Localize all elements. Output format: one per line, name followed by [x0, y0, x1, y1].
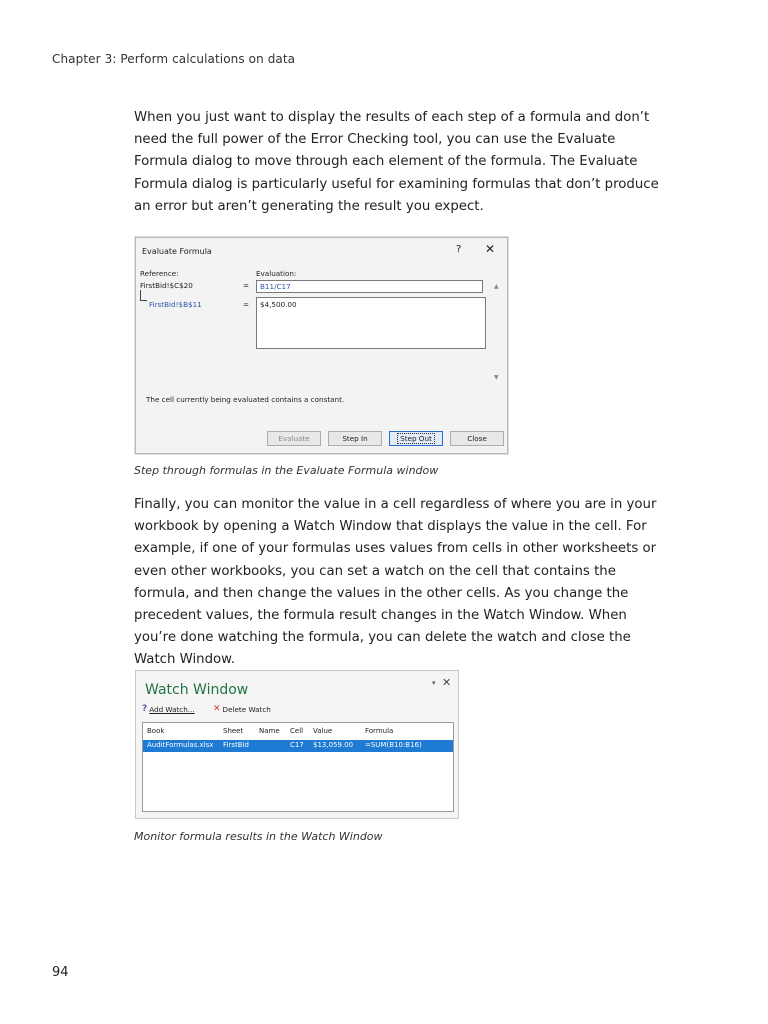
equals-sign-1: =: [243, 281, 250, 290]
close-icon[interactable]: ✕: [442, 676, 452, 689]
help-icon[interactable]: ?: [456, 244, 462, 255]
scroll-down-icon[interactable]: ▼: [494, 374, 499, 381]
cell-cell: C17: [290, 741, 304, 749]
figure-caption-watch: Monitor formula results in the Watch Window: [134, 830, 383, 843]
delete-watch-label: Delete Watch: [222, 704, 271, 714]
body-paragraph-watch: Finally, you can monitor the value in a cell regardless of where you are in your workbook by opening a Watch Window that displays the value in the cell. For example, if one of your formulas uses values from cells in other worksheets or even other workbooks, you can set a watch on the cell that contains the formula, and then change the values in the other cells. As you change the precedent values, the formula result changes in the Watch Window. When you’re done watching the formula, you can delete the watch and close the Watch Window.: [134, 497, 657, 668]
cell-value: $13,059.00: [313, 741, 354, 749]
watch-list[interactable]: [142, 722, 454, 812]
scroll-up-icon[interactable]: ▲: [494, 283, 499, 290]
evaluate-button[interactable]: Evaluate: [267, 431, 321, 446]
tree-connector: [140, 290, 147, 301]
close-icon[interactable]: ✕: [485, 242, 496, 256]
reference-label: Reference:: [140, 269, 179, 278]
cell-book: AuditFormulas.xlsx: [147, 741, 214, 749]
add-watch-icon: ?: [142, 704, 148, 714]
dialog-title: Evaluate Formula: [142, 247, 212, 256]
close-button[interactable]: Close: [450, 431, 504, 446]
step-out-label: Step Out: [400, 434, 432, 443]
column-header-book[interactable]: Book: [147, 727, 165, 735]
table-row[interactable]: [143, 740, 453, 752]
chevron-down-icon[interactable]: ▾: [432, 679, 436, 687]
watch-window-title: Watch Window: [145, 682, 249, 698]
column-header-name[interactable]: Name: [259, 727, 280, 735]
evaluate-formula-dialog: [135, 237, 508, 454]
add-watch-button[interactable]: [142, 704, 195, 714]
equals-sign-2: =: [243, 300, 250, 309]
reference-cell-2: FirstBid!$B$11: [149, 300, 202, 309]
step-in-button[interactable]: Step In: [328, 431, 382, 446]
cell-sheet: FirstBid: [223, 741, 249, 749]
page-number: 94: [52, 965, 69, 980]
watch-window: [135, 670, 459, 819]
figure-caption-evaluate: Step through formulas in the Evaluate Formula window: [134, 464, 439, 477]
status-message: The cell currently being evaluated contains a constant.: [146, 395, 345, 404]
evaluation-field-value[interactable]: $4,500.00: [256, 297, 486, 349]
column-header-formula[interactable]: Formula: [365, 727, 394, 735]
delete-watch-button[interactable]: [213, 704, 271, 714]
reference-cell-1: FirstBid!$C$20: [140, 281, 193, 290]
column-header-value[interactable]: Value: [313, 727, 333, 735]
add-watch-label: Add Watch...: [149, 704, 195, 714]
delete-watch-icon: ✕: [213, 704, 221, 714]
column-header-cell[interactable]: Cell: [290, 727, 304, 735]
body-paragraph-evaluate: When you just want to display the results of each step of a formula and don’t need the full power of the Error Checking tool, you can use the Evaluate Formula dialog to move through each element of the formula. The Evaluate Formula dialog is particularly useful for examining formulas that don’t produce an error but aren’t generating the result you expect.: [134, 110, 659, 214]
evaluation-field-formula[interactable]: B11/C17: [256, 280, 483, 293]
column-header-sheet[interactable]: Sheet: [223, 727, 244, 735]
chapter-header: Chapter 3: Perform calculations on data: [52, 52, 296, 66]
cell-formula: =SUM(B10:B16): [365, 741, 422, 749]
evaluation-label: Evaluation:: [256, 269, 297, 278]
step-out-button[interactable]: [389, 431, 443, 446]
watch-list-header: [143, 726, 453, 738]
